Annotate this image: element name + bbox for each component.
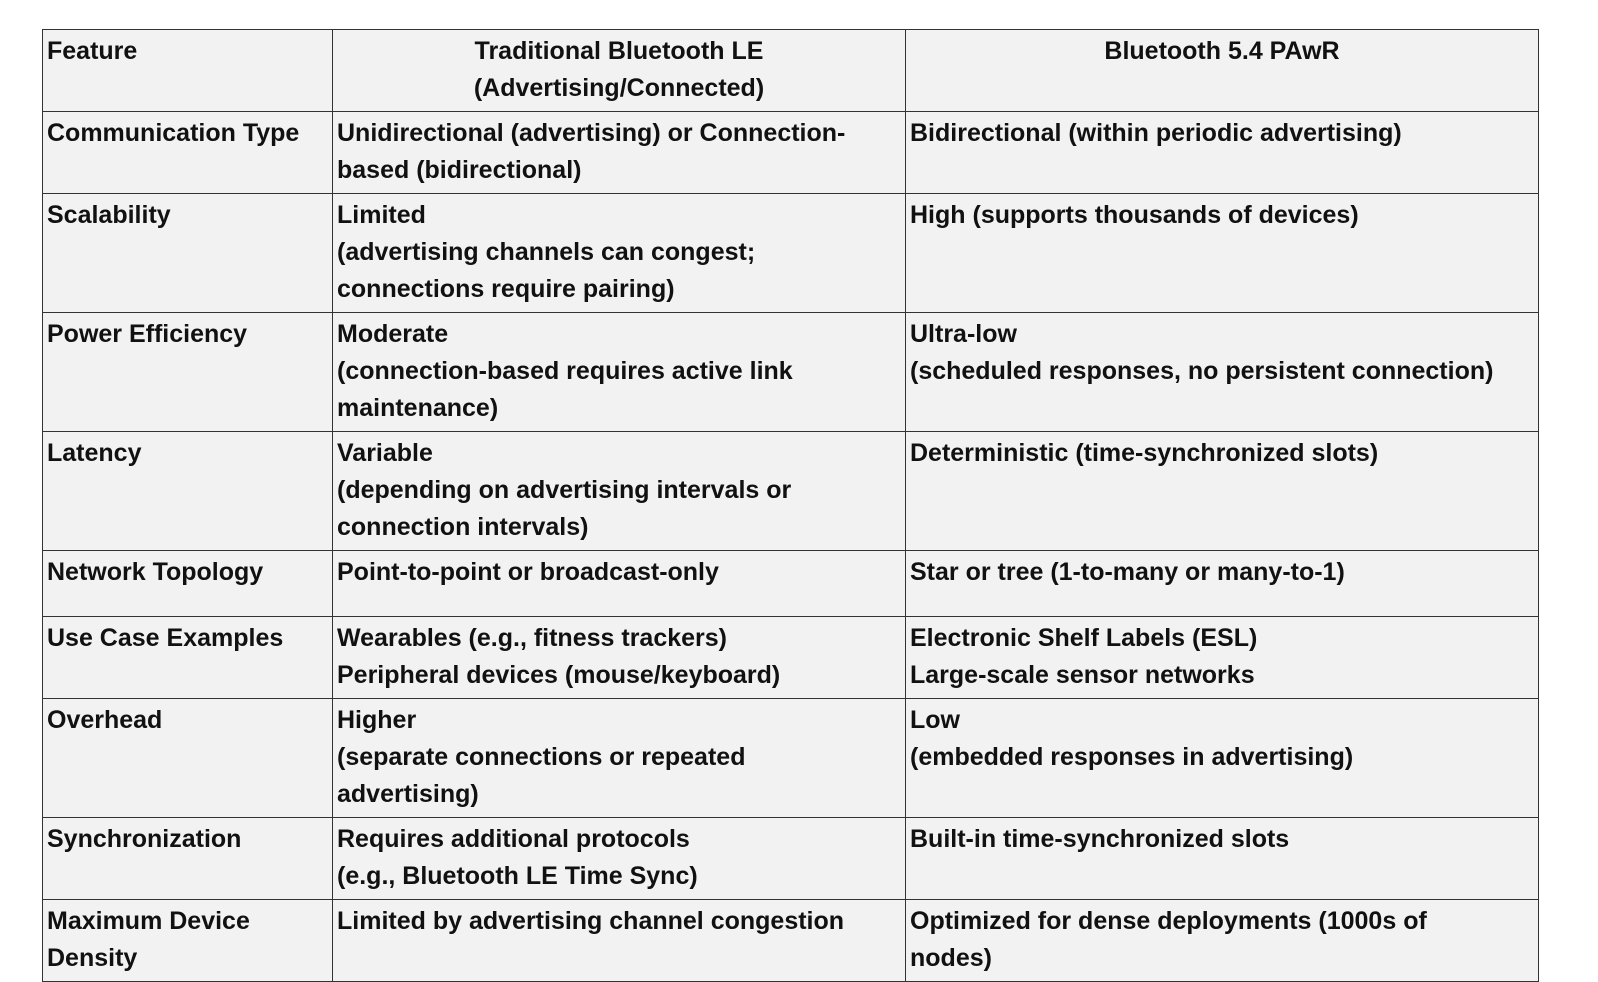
pawr-cell-line: Optimized for dense deployments (1000s of bbox=[910, 907, 1427, 935]
feature-cell-line: Power Efficiency bbox=[47, 320, 248, 348]
traditional-ble-cell-line: Moderate bbox=[337, 320, 449, 348]
traditional-ble-cell-line: connection intervals) bbox=[337, 513, 589, 541]
header-traditional-ble-line-2: (Advertising/Connected) bbox=[473, 74, 765, 102]
traditional-ble-cell bbox=[333, 432, 906, 551]
traditional-ble-cell bbox=[333, 699, 906, 818]
pawr-cell bbox=[906, 551, 1539, 617]
pawr-cell-line: nodes) bbox=[910, 944, 992, 972]
pawr-cell bbox=[906, 432, 1539, 551]
pawr-cell bbox=[906, 112, 1539, 194]
header-feature bbox=[43, 30, 333, 112]
table-row bbox=[43, 551, 1539, 617]
pawr-cell-line: Electronic Shelf Labels (ESL) bbox=[910, 624, 1258, 652]
traditional-ble-cell-line: (separate connections or repeated bbox=[337, 743, 746, 771]
feature-cell bbox=[43, 432, 333, 551]
header-traditional-ble bbox=[333, 30, 906, 112]
pawr-cell bbox=[906, 617, 1539, 699]
feature-cell-line: Maximum Device bbox=[47, 907, 250, 935]
table-row bbox=[43, 900, 1539, 982]
traditional-ble-cell-line: (connection-based requires active link bbox=[337, 357, 793, 385]
feature-cell bbox=[43, 551, 333, 617]
table-row bbox=[43, 617, 1539, 699]
feature-cell-line: Latency bbox=[47, 439, 142, 467]
traditional-ble-cell-line: Unidirectional (advertising) or Connection- bbox=[337, 119, 846, 147]
traditional-ble-cell-line: Peripheral devices (mouse/keyboard) bbox=[337, 661, 781, 689]
table-row bbox=[43, 432, 1539, 551]
traditional-ble-cell-line: Limited by advertising channel congestion bbox=[337, 907, 845, 935]
pawr-cell-line: High (supports thousands of devices) bbox=[910, 201, 1359, 229]
pawr-cell-line: Star or tree (1-to-many or many-to-1) bbox=[910, 558, 1345, 586]
feature-cell bbox=[43, 112, 333, 194]
feature-cell bbox=[43, 699, 333, 818]
feature-cell-line: Network Topology bbox=[47, 558, 264, 586]
feature-cell bbox=[43, 818, 333, 900]
table-row bbox=[43, 112, 1539, 194]
pawr-cell-line: Built-in time-synchronized slots bbox=[910, 825, 1290, 853]
traditional-ble-cell-line: Requires additional protocols bbox=[337, 825, 690, 853]
pawr-cell-line: Large-scale sensor networks bbox=[910, 661, 1255, 689]
table-row bbox=[43, 699, 1539, 818]
header-feature-text: Feature bbox=[47, 37, 138, 65]
traditional-ble-cell-line: maintenance) bbox=[337, 394, 499, 422]
pawr-cell-line: Low bbox=[910, 706, 960, 734]
header-traditional-ble-line-1: Traditional Bluetooth LE bbox=[474, 37, 764, 65]
traditional-ble-cell-line: based (bidirectional) bbox=[337, 156, 582, 184]
traditional-ble-cell bbox=[333, 617, 906, 699]
traditional-ble-cell-line: (advertising channels can congest; bbox=[337, 238, 756, 266]
traditional-ble-cell-line: Point-to-point or broadcast-only bbox=[337, 558, 719, 586]
pawr-cell-line: Deterministic (time-synchronized slots) bbox=[910, 439, 1379, 467]
pawr-cell-line: Bidirectional (within periodic advertising) bbox=[910, 119, 1402, 147]
header-pawr-text: Bluetooth 5.4 PAwR bbox=[1104, 37, 1340, 65]
pawr-cell-line: Ultra-low bbox=[910, 320, 1017, 348]
pawr-cell bbox=[906, 699, 1539, 818]
comparison-table bbox=[42, 29, 1539, 982]
traditional-ble-cell-line: Higher bbox=[337, 706, 417, 734]
traditional-ble-cell-line: connections require pairing) bbox=[337, 275, 675, 303]
traditional-ble-cell bbox=[333, 112, 906, 194]
pawr-cell bbox=[906, 900, 1539, 982]
feature-cell-line: Overhead bbox=[47, 706, 163, 734]
feature-cell-line: Density bbox=[47, 944, 138, 972]
pawr-cell bbox=[906, 818, 1539, 900]
pawr-cell-line: (scheduled responses, no persistent connection) bbox=[910, 357, 1494, 385]
table-row bbox=[43, 194, 1539, 313]
table-row bbox=[43, 818, 1539, 900]
traditional-ble-cell-line: Wearables (e.g., fitness trackers) bbox=[337, 624, 727, 652]
header-pawr bbox=[906, 30, 1539, 112]
traditional-ble-cell-line: Limited bbox=[337, 201, 426, 229]
feature-cell-line: Communication Type bbox=[47, 119, 300, 147]
traditional-ble-cell bbox=[333, 818, 906, 900]
pawr-cell bbox=[906, 313, 1539, 432]
traditional-ble-cell-line: Variable bbox=[337, 439, 433, 467]
feature-cell-line: Use Case Examples bbox=[47, 624, 284, 652]
traditional-ble-cell-line: advertising) bbox=[337, 780, 479, 808]
feature-cell bbox=[43, 194, 333, 313]
traditional-ble-cell-line: (depending on advertising intervals or bbox=[337, 476, 792, 504]
table-row bbox=[43, 313, 1539, 432]
feature-cell bbox=[43, 313, 333, 432]
traditional-ble-cell-line: (e.g., Bluetooth LE Time Sync) bbox=[337, 862, 698, 890]
table-body bbox=[43, 112, 1539, 982]
header-row bbox=[43, 30, 1539, 112]
traditional-ble-cell bbox=[333, 551, 906, 617]
pawr-cell-line: (embedded responses in advertising) bbox=[910, 743, 1354, 771]
traditional-ble-cell bbox=[333, 194, 906, 313]
feature-cell bbox=[43, 900, 333, 982]
feature-cell bbox=[43, 617, 333, 699]
pawr-cell bbox=[906, 194, 1539, 313]
traditional-ble-cell bbox=[333, 900, 906, 982]
feature-cell-line: Scalability bbox=[47, 201, 171, 229]
traditional-ble-cell bbox=[333, 313, 906, 432]
feature-cell-line: Synchronization bbox=[47, 825, 242, 853]
